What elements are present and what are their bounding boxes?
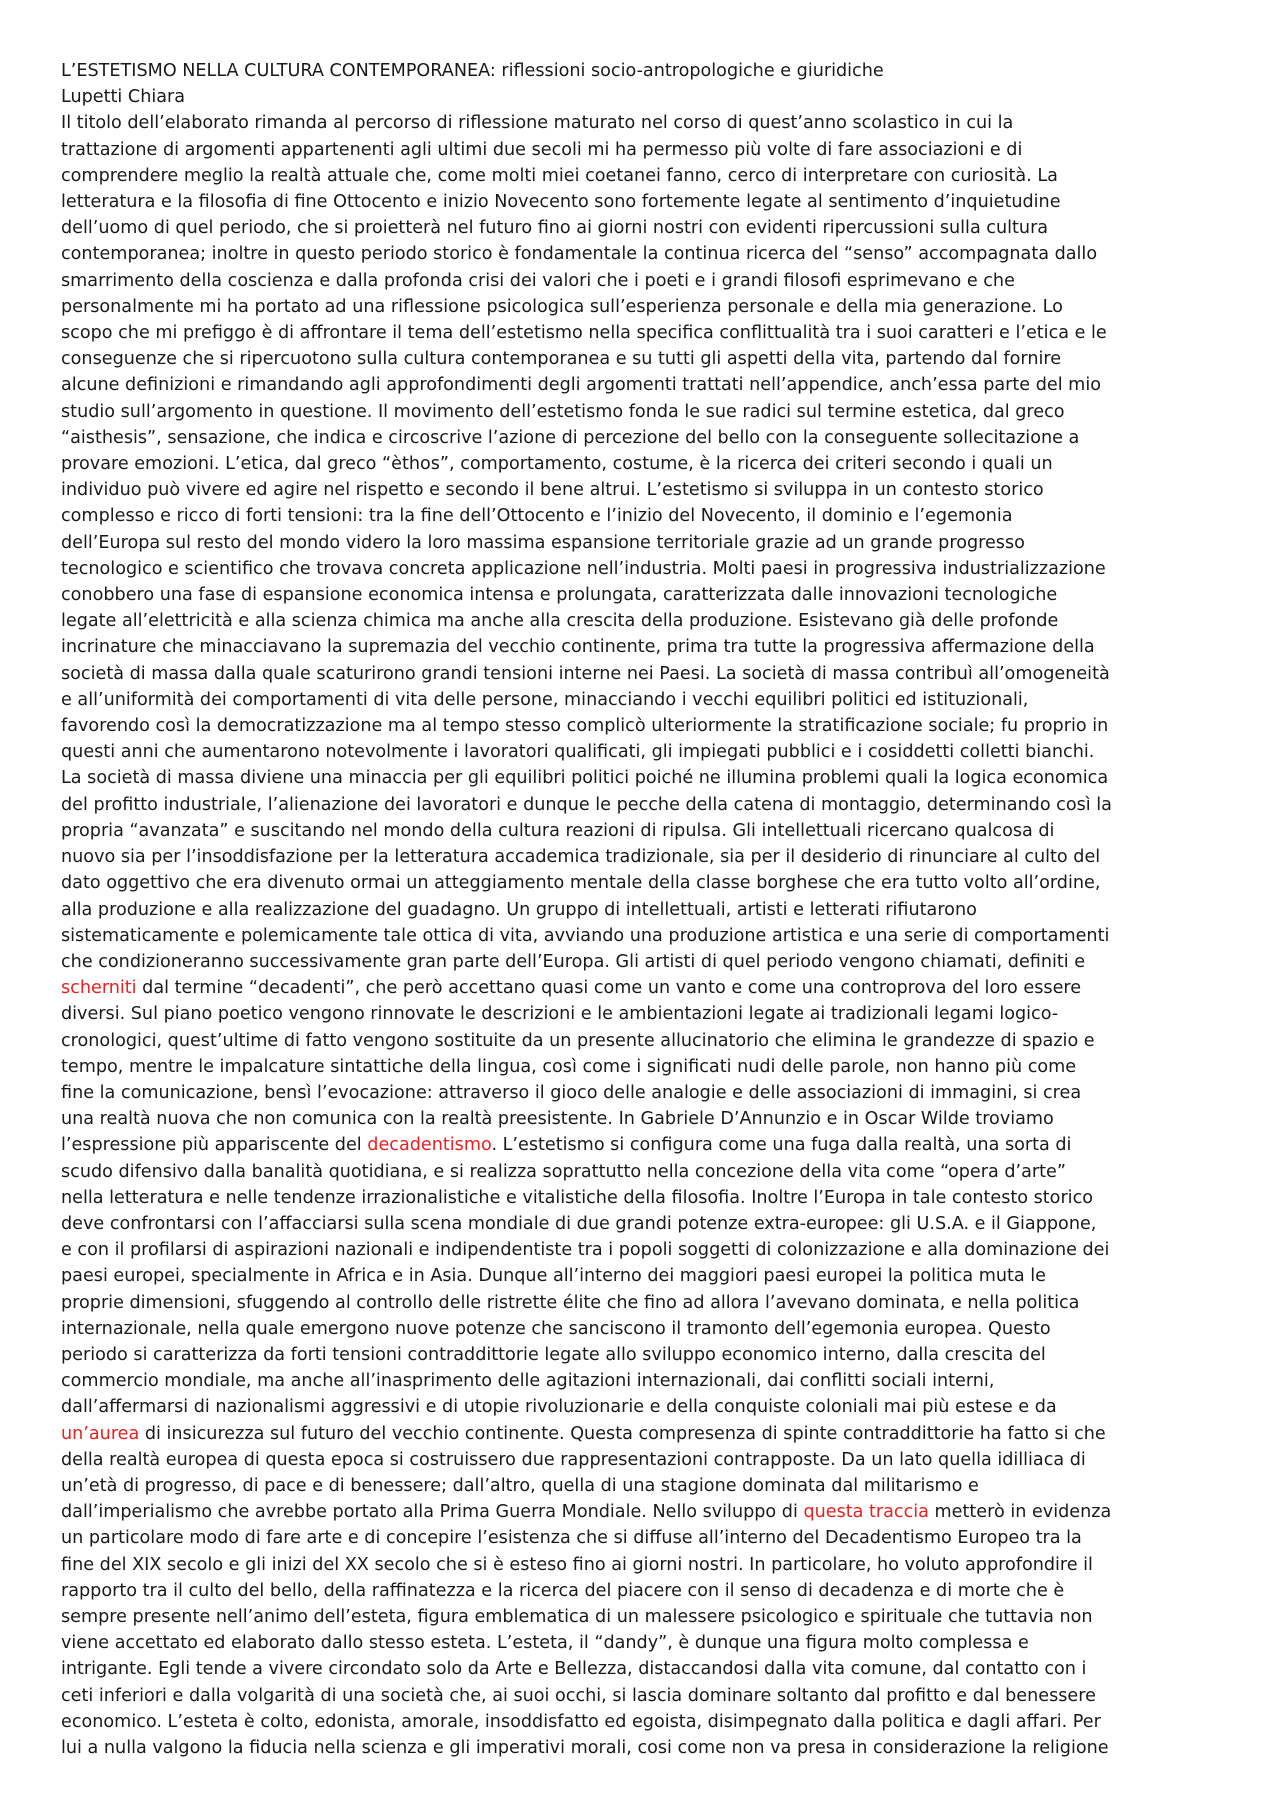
body-line: trattazione di argomenti appartenenti agli ultimi due secoli mi ha permesso più volte di fare associazioni e di	[61, 139, 1023, 160]
body-line: deve confrontarsi con l’affacciarsi sulla scena mondiale di due grandi potenze extra-europee: gli U.S.A. e il Giappone,	[61, 1213, 1097, 1234]
body-line: e con il profilarsi di aspirazioni nazionali e indipendentiste tra i popoli soggetti di colonizzazione e alla dominazione dei	[61, 1240, 1110, 1261]
body-line: intrigante. Egli tende a vivere circondato solo da Arte e Bellezza, distaccandosi dalla vita comune, dal contatto con i	[61, 1659, 1087, 1680]
body-line: contemporanea; inoltre in questo periodo storico è fondamentale la continua ricerca del “senso” accompagnata dallo	[61, 244, 1098, 265]
body-line: dall’affermarsi di nazionalismi aggressivi e di utopie rivoluzionarie e della conquiste coloniali mai più estese e da	[61, 1397, 1057, 1418]
body-line: dell’Europa sul resto del mondo videro la loro massima espansione territoriale grazie ad un grande progresso	[61, 532, 1025, 553]
body-line: dell’uomo di quel periodo, che si proietterà nel futuro fino ai giorni nostri con evidenti ripercussioni sulla cultura	[61, 218, 1049, 239]
body-line: ceti inferiori e dalla volgarità di una società che, ai suoi occhi, si lascia dominare soltanto dal profitto e dal benessere	[61, 1685, 1096, 1706]
body-line: scudo difensivo dalla banalità quotidiana, e si realizza soprattutto nella concezione della vita come “opera d’arte”	[61, 1161, 1066, 1182]
body-line: tecnologico e scientifico che trovava concreta applicazione nell’industria. Molti paesi in progressiva industrializzazione	[61, 558, 1106, 579]
body-line: nella letteratura e nelle tendenze irrazionalistiche e vitalistiche della filosofia. Inoltre l’Europa in tale contesto storico	[61, 1187, 1094, 1208]
body-line: proprie dimensioni, sfuggendo al controllo delle ristrette élite che fino ad allora l’avevano dominata, e nella politica	[61, 1292, 1080, 1313]
highlighted-text: scherniti	[61, 978, 137, 999]
body-line: un’aurea di insicurezza sul futuro del vecchio continente. Questa compresenza di spinte contraddittorie ha fatto si che	[61, 1423, 1106, 1444]
body-line: un’età di progresso, di pace e di benessere; dall’altro, quella di una stagione dominata dal militarismo e	[61, 1475, 979, 1496]
body-line: economico. L’esteta è colto, edonista, amorale, insoddisfatto ed egoista, disimpegnato dalla politica e dagli affari. Per	[61, 1711, 1101, 1732]
body-line: rapporto tra il culto del bello, della raffinatezza e la ricerca del piacere con il senso di decadenza e di morte che è	[61, 1580, 1065, 1601]
body-line: del profitto industriale, l’alienazione dei lavoratori e dunque le pecche della catena di montaggio, determinando così la	[61, 794, 1112, 815]
body-line: propria “avanzata” e suscitando nel mondo della cultura reazioni di ripulsa. Gli intellettuali ricercano qualcosa di	[61, 820, 1055, 841]
body-line: cronologici, quest’ultime di fatto vengono sostituite da un presente allucinatorio che elimina le grandezze di spazio e	[61, 1030, 1095, 1051]
body-line: una realtà nuova che non comunica con la realtà preesistente. In Gabriele D’Annunzio e in Oscar Wilde troviamo	[61, 1109, 1054, 1130]
body-line: lui a nulla valgono la fiducia nella scienza e gli imperativi morali, cosi come non va presa in considerazione la religione	[61, 1738, 1109, 1758]
body-line: fine del XIX secolo e gli inizi del XX secolo che si è esteso fino ai giorni nostri. In particolare, ho voluto approfondire il	[61, 1554, 1093, 1575]
highlighted-text: un’aurea	[61, 1423, 140, 1444]
body-line: sistematicamente e polemicamente tale ottica di vita, avviando una produzione artistica e una serie di comportamenti	[61, 925, 1110, 946]
body-line: “aisthesis”, sensazione, che indica e circoscrive l’azione di percezione del bello con la conseguente sollecitazione a	[61, 427, 1080, 448]
body-line: studio sull’argomento in questione. Il movimento dell’estetismo fonda le sue radici sul termine estetica, dal greco	[61, 401, 1065, 422]
body-line: favorendo così la democratizzazione ma al tempo stesso complicò ulteriormente la stratificazione sociale; fu proprio in	[61, 716, 1109, 737]
body-line: alcune definizioni e rimandando agli approfondimenti degli argomenti trattati nell’appendice, anch’essa parte del mio	[61, 375, 1101, 396]
body-line: smarrimento della coscienza e dalla profonda crisi dei valori che i poeti e i grandi filosofi esprimevano e che	[61, 270, 1015, 291]
body-line: individuo può vivere ed agire nel rispetto e secondo il bene altrui. L’estetismo si sviluppa in un contesto storico	[61, 480, 1044, 501]
body-line: provare emozioni. L’etica, dal greco “èthos”, comportamento, costume, è la ricerca dei criteri secondo i quali un	[61, 454, 1053, 475]
body-line: incrinature che minacciavano la supremazia del vecchio continente, prima tra tutte la progressiva affermazione della	[61, 637, 1095, 658]
body-line: tempo, mentre le impalcature sintattiche della lingua, così come i significati nudi delle parole, non hanno più come	[61, 1056, 1077, 1077]
body-line: l’espressione più appariscente del decadentismo. L’estetismo si configura come una fuga dalla realtà, una sorta di	[61, 1135, 1072, 1156]
body-line: personalmente mi ha portato ad una riflessione psicologica sull’esperienza personale e della mia generazione. Lo	[61, 296, 1063, 317]
body-line: letteratura e la filosofia di fine Ottocento e inizio Novecento sono fortemente legate al sentimento d’inquietudine	[61, 192, 1061, 213]
body-line: legate all’elettricità e alla scienza chimica ma anche alla crescita della produzione. Esistevano già delle profonde	[61, 611, 1059, 632]
body-line: un particolare modo di fare arte e di concepire l’esistenza che si diffuse all’interno del Decadentismo Europeo tra la	[61, 1528, 1082, 1549]
body-line: nuovo sia per l’insoddisfazione per la letteratura accademica tradizionale, sia per il desiderio di rinunciare al culto del	[61, 847, 1101, 868]
body-line: conseguenze che si ripercuotono sulla cultura contemporanea e su tutti gli aspetti della vita, partendo dal fornire	[61, 349, 1062, 370]
body-line: scherniti dal termine “decadenti”, che però accettano quasi come un vanto e come una controprova del loro essere	[61, 978, 1082, 999]
body-line: e all’uniformità dei comportamenti di vita delle persone, minacciando i vecchi equilibri politici ed istituzionali,	[61, 689, 1029, 710]
body-line: viene accettato ed elaborato dallo stesso esteta. L’esteta, il “dandy”, è dunque una figura molto complessa e	[61, 1633, 1029, 1654]
body-line: Il titolo dell’elaborato rimanda al percorso di riflessione maturato nel corso di quest’anno scolastico in cui la	[61, 113, 1014, 134]
body-line: complesso e ricco di forti tensioni: tra la fine dell’Ottocento e l’inizio del Novecento, il dominio e l’egemonia	[61, 506, 1013, 527]
document-title: L’ESTETISMO NELLA CULTURA CONTEMPORANEA: riflessioni socio-antropologiche e giuridiche	[61, 61, 884, 81]
body-line: dato oggettivo che era divenuto ormai un atteggiamento mentale della classe borghese che era tutto volto all’ordine,	[61, 873, 1101, 894]
highlighted-text: decadentismo	[367, 1135, 492, 1156]
document-body	[61, 110, 1229, 1761]
body-line: periodo si caratterizza da forti tensioni contraddittorie legate allo sviluppo economico interno, dalla crescita del	[61, 1344, 1046, 1365]
body-line: La società di massa diviene una minaccia per gli equilibri politici poiché ne illumina problemi quali la logica economica	[61, 768, 1109, 789]
highlighted-text: questa traccia	[803, 1502, 929, 1523]
body-line: della realtà europea di questa epoca si costruissero due rappresentazioni contrapposte. Da un lato quella idilliaca di	[61, 1449, 1086, 1470]
body-line: alla produzione e alla realizzazione del guadagno. Un gruppo di intellettuali, artisti e letterati rifiutarono	[61, 899, 977, 920]
body-line: internazionale, nella quale emergono nuove potenze che sanciscono il tramonto dell’egemonia europea. Questo	[61, 1318, 1051, 1339]
body-line: commercio mondiale, ma anche all’inasprimento delle agitazioni internazionali, dai conflitti sociali interni,	[61, 1371, 995, 1392]
body-line: comprendere meglio la realtà attuale che, come molti miei coetanei fanno, cerco di interpretare con curiosità. La	[61, 165, 1058, 186]
body-line: sempre presente nell’animo dell’esteta, figura emblematica di un malessere psicologico e spirituale che tuttavia non	[61, 1606, 1093, 1627]
body-line: scopo che mi prefiggo è di affrontare il tema dell’estetismo nella specifica conflittualità tra i suoi caratteri e l’etica e le	[61, 323, 1107, 344]
body-line: questi anni che aumentarono notevolmente i lavoratori qualificati, gli impiegati pubblici e i cosiddetti colletti bianchi.	[61, 742, 1095, 763]
body-line: dall’imperialismo che avrebbe portato alla Prima Guerra Mondiale. Nello sviluppo di questa traccia metterò in evidenza	[61, 1502, 1112, 1523]
body-line: fine la comunicazione, bensì l’evocazione: attraverso il gioco delle analogie e delle associazioni di immagini, si crea	[61, 1082, 1082, 1103]
body-line: conobbero una fase di espansione economica intensa e prolungata, caratterizzata dalle innovazioni tecnologiche	[61, 585, 1058, 606]
document-page	[61, 58, 1229, 1761]
document-author: Lupetti Chiara	[61, 87, 186, 108]
body-line: diversi. Sul piano poetico vengono rinnovate le descrizioni e le ambientazioni legate ai tradizionali legami logico-	[61, 1004, 1059, 1025]
body-line: paesi europei, specialmente in Africa e in Asia. Dunque all’interno dei maggiori paesi europei la politica muta le	[61, 1266, 1046, 1287]
body-line: che condizioneranno successivamente gran parte dell’Europa. Gli artisti di quel periodo vengono chiamati, definiti e	[61, 951, 1086, 972]
body-line: società di massa dalla quale scaturirono grandi tensioni interne nei Paesi. La società di massa contribuì all’omogeneità	[61, 663, 1110, 684]
